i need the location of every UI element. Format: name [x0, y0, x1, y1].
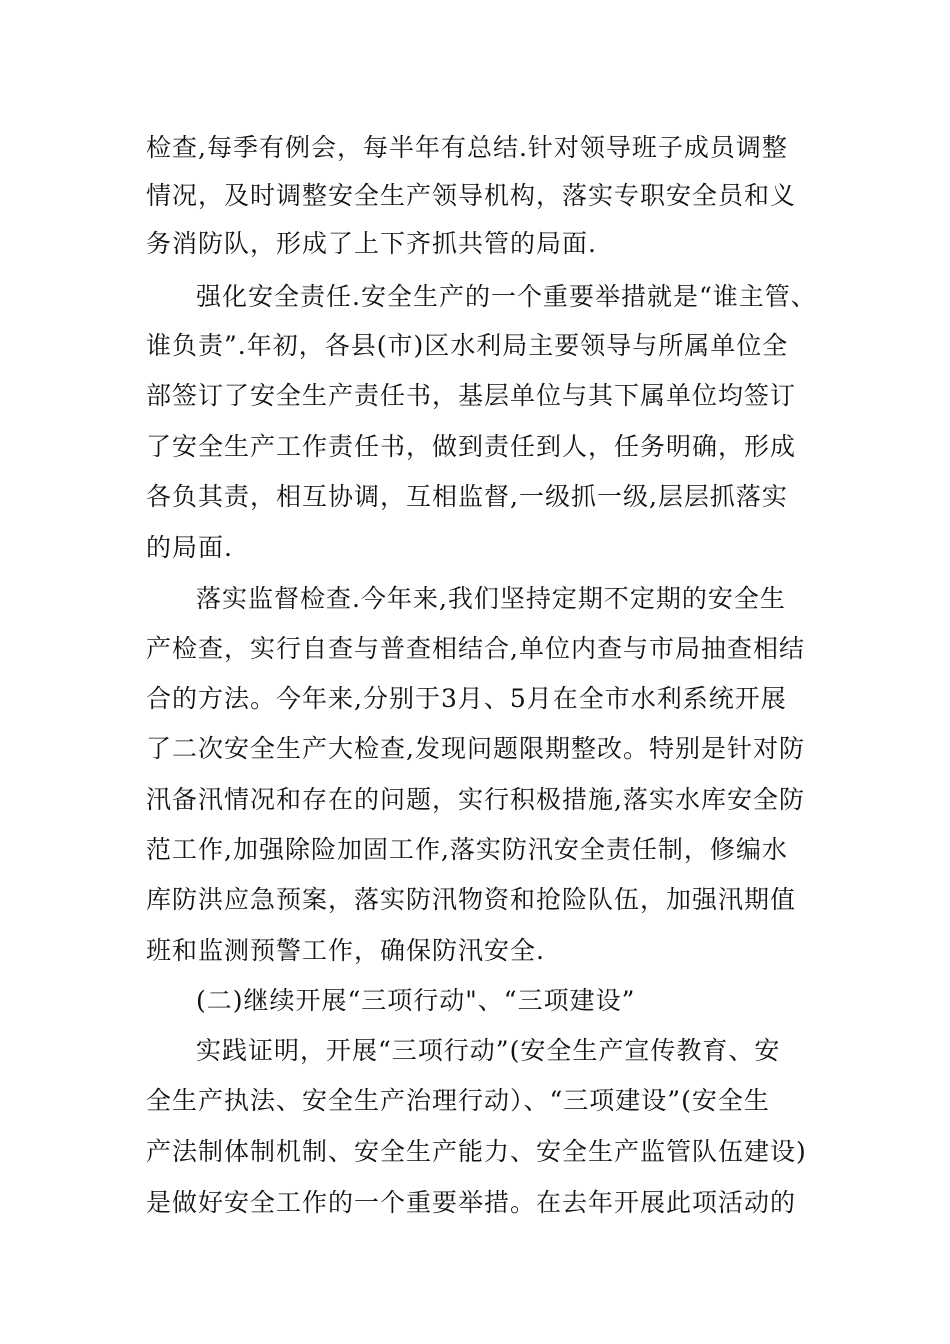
text-line-22: 是做好安全工作的一个重要举措。在去年开展此项活动的: [146, 1188, 797, 1217]
text-line-1: 检查,每季有例会，每半年有总结.针对领导班子成员调整: [146, 133, 788, 162]
text-line-3: 务消防队，形成了上下齐抓共管的局面.: [146, 229, 597, 258]
text-line-11: 产检查，实行自查与普查相结合,单位内查与市局抽查相结: [146, 634, 805, 663]
section-heading: (二)继续开展“三项行动"、“三项建设”: [196, 986, 636, 1015]
paragraph-start-practice: 实践证明，开展“三项行动”(安全生产宣传教育、安: [196, 1036, 781, 1065]
text-line-20: 全生产执法、安全生产治理行动）、“三项建设”(安全生: [146, 1086, 770, 1115]
text-line-17: 班和监测预警工作，确保防汛安全.: [146, 936, 545, 965]
paragraph-start-responsibility: 强化安全责任.安全生产的一个重要举措就是“谁主管、: [196, 282, 817, 311]
text-line-2: 情况，及时调整安全生产领导机构，落实专职安全员和义: [146, 181, 797, 210]
text-line-12: 合的方法。今年来,分别于3月、5月在全市水利系统开展: [146, 684, 787, 713]
text-line-8: 各负其责，相互协调，互相监督,一级抓一级,层层抓落实: [146, 482, 788, 511]
text-line-15: 范工作,加强除险加固工作,落实防汛安全责任制，修编水: [146, 835, 788, 864]
text-line-9: 的局面.: [146, 533, 233, 562]
text-line-6: 部签订了安全生产责任书，基层单位与其下属单位均签订: [146, 381, 797, 410]
text-line-16: 库防洪应急预案，落实防汛物资和抢险队伍，加强汛期值: [146, 885, 797, 914]
text-line-13: 了二次安全生产大检查,发现问题限期整改。特别是针对防: [146, 734, 805, 763]
text-line-5: 谁负责”.年初，各县(市)区水利局主要领导与所属单位全: [146, 331, 789, 360]
text-line-7: 了安全生产工作责任书，做到责任到人，任务明确，形成: [146, 432, 797, 461]
text-line-14: 汛备汛情况和存在的问题，实行积极措施,落实水库安全防: [146, 785, 805, 814]
text-line-21: 产法制体制机制、安全生产能力、安全生产监管队伍建设): [146, 1137, 807, 1166]
paragraph-start-inspection: 落实监督检查.今年来,我们坚持定期不定期的安全生: [196, 584, 786, 613]
